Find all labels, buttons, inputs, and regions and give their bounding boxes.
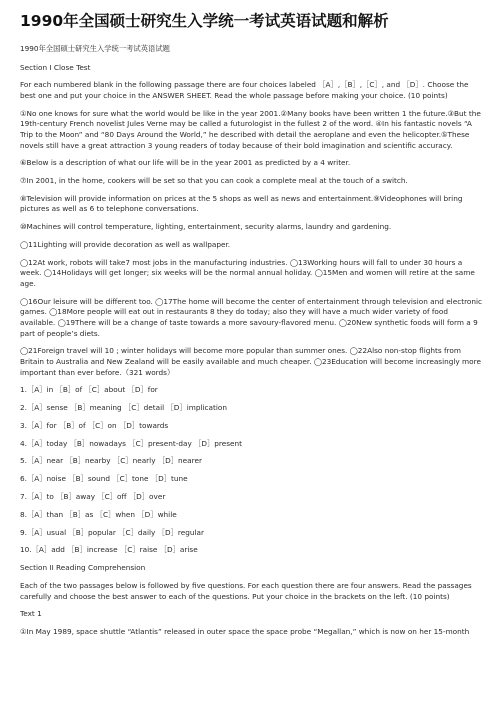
question-item: 8.［A］than ［B］as ［C］when ［D］while <box>20 509 177 519</box>
section-heading: Section II Reading Comprehension <box>20 563 146 573</box>
passage-paragraph: ◯11Lighting will provide decoration as well as wallpaper. <box>20 240 231 250</box>
passage-paragraph: ①In May 1989, space shuttle “Atlantis” released in outer space the space probe “Megallan,” which is now on her 15-month <box>20 627 470 637</box>
question-item: 10.［A］add ［B］increase ［C］raise ［D］arise <box>20 545 198 555</box>
passage-paragraph: ◯12At work, robots will take7 most jobs in the manufacturing industries. ◯13Working hours will fall to under 30 hours a week. ◯14Holidays will get longer; six weeks will be the normal annual holiday. ◯15Men and women will retire at the same age. <box>20 257 475 288</box>
passage-paragraph: ◯21Foreign travel will 10 ; winter holidays will become more popular than summer ones. ◯22Also non-stop flights from Britain to Australia and New Zealand will be easily available and much cheaper. ◯23Education will become increasingly more important than ever before.（321 words） <box>20 346 481 377</box>
passage-paragraph: ◯16Our leisure will be different too. ◯17The home will become the center of entertainment through television and electronic games. ◯18More people will eat out in restaurants 8 they do today; also they will have a much wider variety of food available. ◯19There will be a change of taste towards a more savoury-flavored menu. ◯20New synthetic foods will form a 9 part of people’s diets. <box>20 296 483 338</box>
question-item: 3.［A］for ［B］of ［C］on ［D］towards <box>20 420 169 430</box>
section-heading: Section I Close Test <box>20 62 91 72</box>
exam-subtitle: 1990年全国硕士研究生入学统一考试英语试题 <box>20 44 170 53</box>
page-title: 1990年全国硕士研究生入学统一考试英语试题和解析 <box>20 12 389 30</box>
question-item: 4.［A］today ［B］nowadays ［C］present-day ［D］present <box>20 438 243 448</box>
passage-paragraph: ⑧Television will provide information on prices at the 5 shops as well as news and entertainment.⑨Videophones will bring pictures as well as 6 to telephone conversations. <box>20 193 463 214</box>
question-item: 7.［A］to ［B］away ［C］off ［D］over <box>20 492 166 501</box>
instructions-paragraph: Each of the two passages below is followed by five questions. For each question there are four answers. Read the passages carefully and choose the best answer to each of the questions. Put your choice in the brackets on the left. (10 points) <box>20 580 472 601</box>
passage-paragraph: ⑥Below is a description of what our life will be in the year 2001 as predicted by a 4 writer. <box>20 158 351 168</box>
question-item: 2.［A］sense ［B］meaning ［C］detail ［D］implication <box>20 403 227 413</box>
instructions-paragraph: For each numbered blank in the following passage there are four choices labeled ［A］,［B］,［C］, and ［D］. Choose the best one and put your choice in the ANSWER SHEET. Read the whole passage before making your choice. (10 points) <box>20 80 469 100</box>
passage-paragraph: ①No one knows for sure what the world would be like in the year 2001.②Many books have been written 1 the future.③But the 19th-century French novelist Jules Verne may be called a futurologist in the fullest 2 of the word. ④In his fantastic novels “A Trip to the Moon” and “80 Days Around the World,” he described with detail the aeroplane and even the helicopter.⑤These novels still have a great attraction 3 young readers of today because of their bold imagination and scientific accuracy. <box>20 108 481 150</box>
question-item: 1.［A］in ［B］of ［C］about ［D］for <box>20 385 158 395</box>
question-item: 6.［A］noise ［B］sound ［C］tone ［D］tune <box>20 474 188 484</box>
passage-paragraph: ⑩Machines will control temperature, lighting, entertainment, security alarms, laundry and gardening. <box>20 222 392 232</box>
passage-paragraph: ⑦In 2001, in the home, cookers will be set so that you can cook a complete meal at the touch of a switch. <box>20 176 408 186</box>
text-heading: Text 1 <box>20 609 42 619</box>
question-item: 5.［A］near ［B］nearby ［C］nearly ［D］nearer <box>20 456 202 466</box>
question-item: 9.［A］usual ［B］popular ［C］daily ［D］regular <box>20 527 204 537</box>
